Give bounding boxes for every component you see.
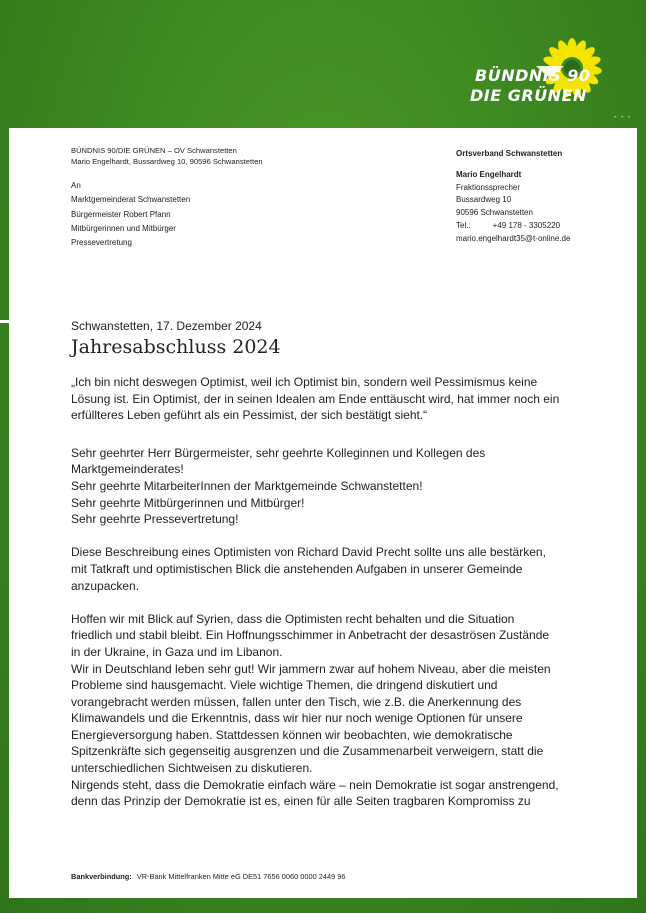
fold-mark: [0, 320, 9, 323]
text-line: unterschiedlichen Sichtweisen zu diskutieren.: [71, 761, 313, 776]
sender-line: [71, 145, 263, 167]
contact-city: 90596 Schwanstetten: [456, 208, 533, 218]
text-line: erfüllteres Leben geführt als ein Pessimist, der sich bestätigt sieht.“: [71, 408, 428, 423]
bank-value: VR-Bank Mittelfranken Mitte eG DE51 7656 0060 0000 2449 96: [136, 872, 346, 881]
sender-line-2: Mario Engelhardt, Bussardweg 10, 90596 Schwanstetten: [71, 157, 263, 166]
logo-line-1: BÜNDNIS 90: [475, 66, 591, 85]
logo-line-2: DIE GRÜNEN: [470, 86, 587, 105]
text-line: Sehr geehrte Pressevertretung!: [71, 512, 239, 527]
recipient-address: [71, 179, 190, 250]
recipient-line: Bürgermeister Robert Pfann: [71, 209, 171, 219]
text-line: Probleme sind hausgemacht. Viele wichtige Themen, die dringend diskutiert und: [71, 678, 498, 693]
contact-name: Mario Engelhardt: [456, 169, 522, 179]
text-line: friedlich und stabil bleibt. Ein Hoffnungsschimmer in Anbetracht der desaströsen Zustände: [71, 628, 550, 643]
letter-title: Jahresabschluss 2024: [71, 336, 281, 358]
party-logo: [470, 36, 610, 116]
phone-value: +49 178 - 3305220: [492, 220, 561, 230]
text-line: vorangebracht werden müssen, fallen unter den Tisch, wie z.B. die Anerkennung des: [71, 694, 522, 709]
text-line: denn das Prinzip der Demokratie ist es, einen für alle Seiten tragbaren Kompromiss zu: [71, 794, 531, 809]
text-line: Lösung ist. Ein Optimist, der in seinen Idealen am Ende enttäuscht wird, hat immer noch ein: [71, 391, 560, 406]
contact-phone: [456, 220, 570, 233]
text-line: in der Ukraine, in Gaza und im Libanon.: [71, 644, 283, 659]
text-line: Sehr geehrte Mitbürgerinnen und Mitbürger!: [71, 495, 305, 510]
contact-street: Bussardweg 10: [456, 195, 512, 205]
contact-org: Ortsverband Schwanstetten: [456, 149, 563, 158]
letter-page: [9, 128, 637, 898]
quote-paragraph: [71, 374, 591, 424]
recipient-line: Pressevertretung: [71, 238, 132, 248]
text-line: Wir in Deutschland leben sehr gut! Wir jammern zwar auf hohem Niveau, aber die meisten: [71, 661, 551, 676]
text-line: Hoffen wir mit Blick auf Syrien, dass die Optimisten recht behalten und die Situation: [71, 611, 515, 626]
text-line: Sehr geehrte MitarbeiterInnen der Marktgemeinde Schwanstetten!: [71, 478, 423, 493]
contact-role: Fraktionssprecher: [456, 182, 521, 192]
phone-label: Tel.:: [456, 220, 471, 230]
recipient-line: Marktgemeinderat Schwanstetten: [71, 195, 191, 205]
text-line: Klimawandels und die Erkenntnis, dass wir hier nur noch wenige Optionen für unsere: [71, 711, 523, 726]
recipient-line: Mitbürgerinnen und Mitbürger: [71, 223, 176, 233]
bank-footer: [71, 872, 346, 881]
text-line: Spitzenkräfte sich gegenseitig ausgrenzen und die Zusammenarbeit verweigern, statt die: [71, 744, 544, 759]
sender-line-1: BÜNDNIS 90/DIE GRÜNEN – OV Schwanstetten: [71, 146, 237, 155]
text-line: Energieversorgung haben. Stattdessen können wir beobachten, wie demokratische: [71, 727, 513, 742]
body-paragraph-2: [71, 611, 591, 810]
text-line: Marktgemeinderates!: [71, 462, 184, 477]
letter-body: [71, 374, 591, 810]
text-line: mit Tatkraft und optimistischen Blick die anstehenden Aufgaben in unserer Gemeinde: [71, 561, 523, 576]
corner-dots: - - -: [614, 112, 632, 121]
contact-email: mario.engelhardt35@t-online.de: [456, 233, 571, 243]
text-line: „Ich bin nicht deswegen Optimist, weil ich Optimist bin, sondern weil Pessimismus keine: [71, 375, 538, 389]
contact-block: [456, 148, 570, 246]
greeting-paragraph: [71, 445, 591, 528]
bank-label: Bankverbindung:: [71, 872, 132, 881]
text-line: Nirgends steht, dass die Demokratie einfach wäre – nein Demokratie ist sogar anstrengend,: [71, 777, 559, 792]
text-line: Sehr geehrter Herr Bürgermeister, sehr geehrte Kolleginnen und Kollegen des: [71, 445, 486, 460]
date-line: Schwanstetten, 17. Dezember 2024: [71, 319, 262, 333]
body-paragraph-1: [71, 544, 591, 594]
text-line: anzupacken.: [71, 578, 140, 593]
recipient-line: An: [71, 181, 81, 190]
text-line: Diese Beschreibung eines Optimisten von Richard David Precht sollte uns alle bestärken,: [71, 545, 546, 560]
